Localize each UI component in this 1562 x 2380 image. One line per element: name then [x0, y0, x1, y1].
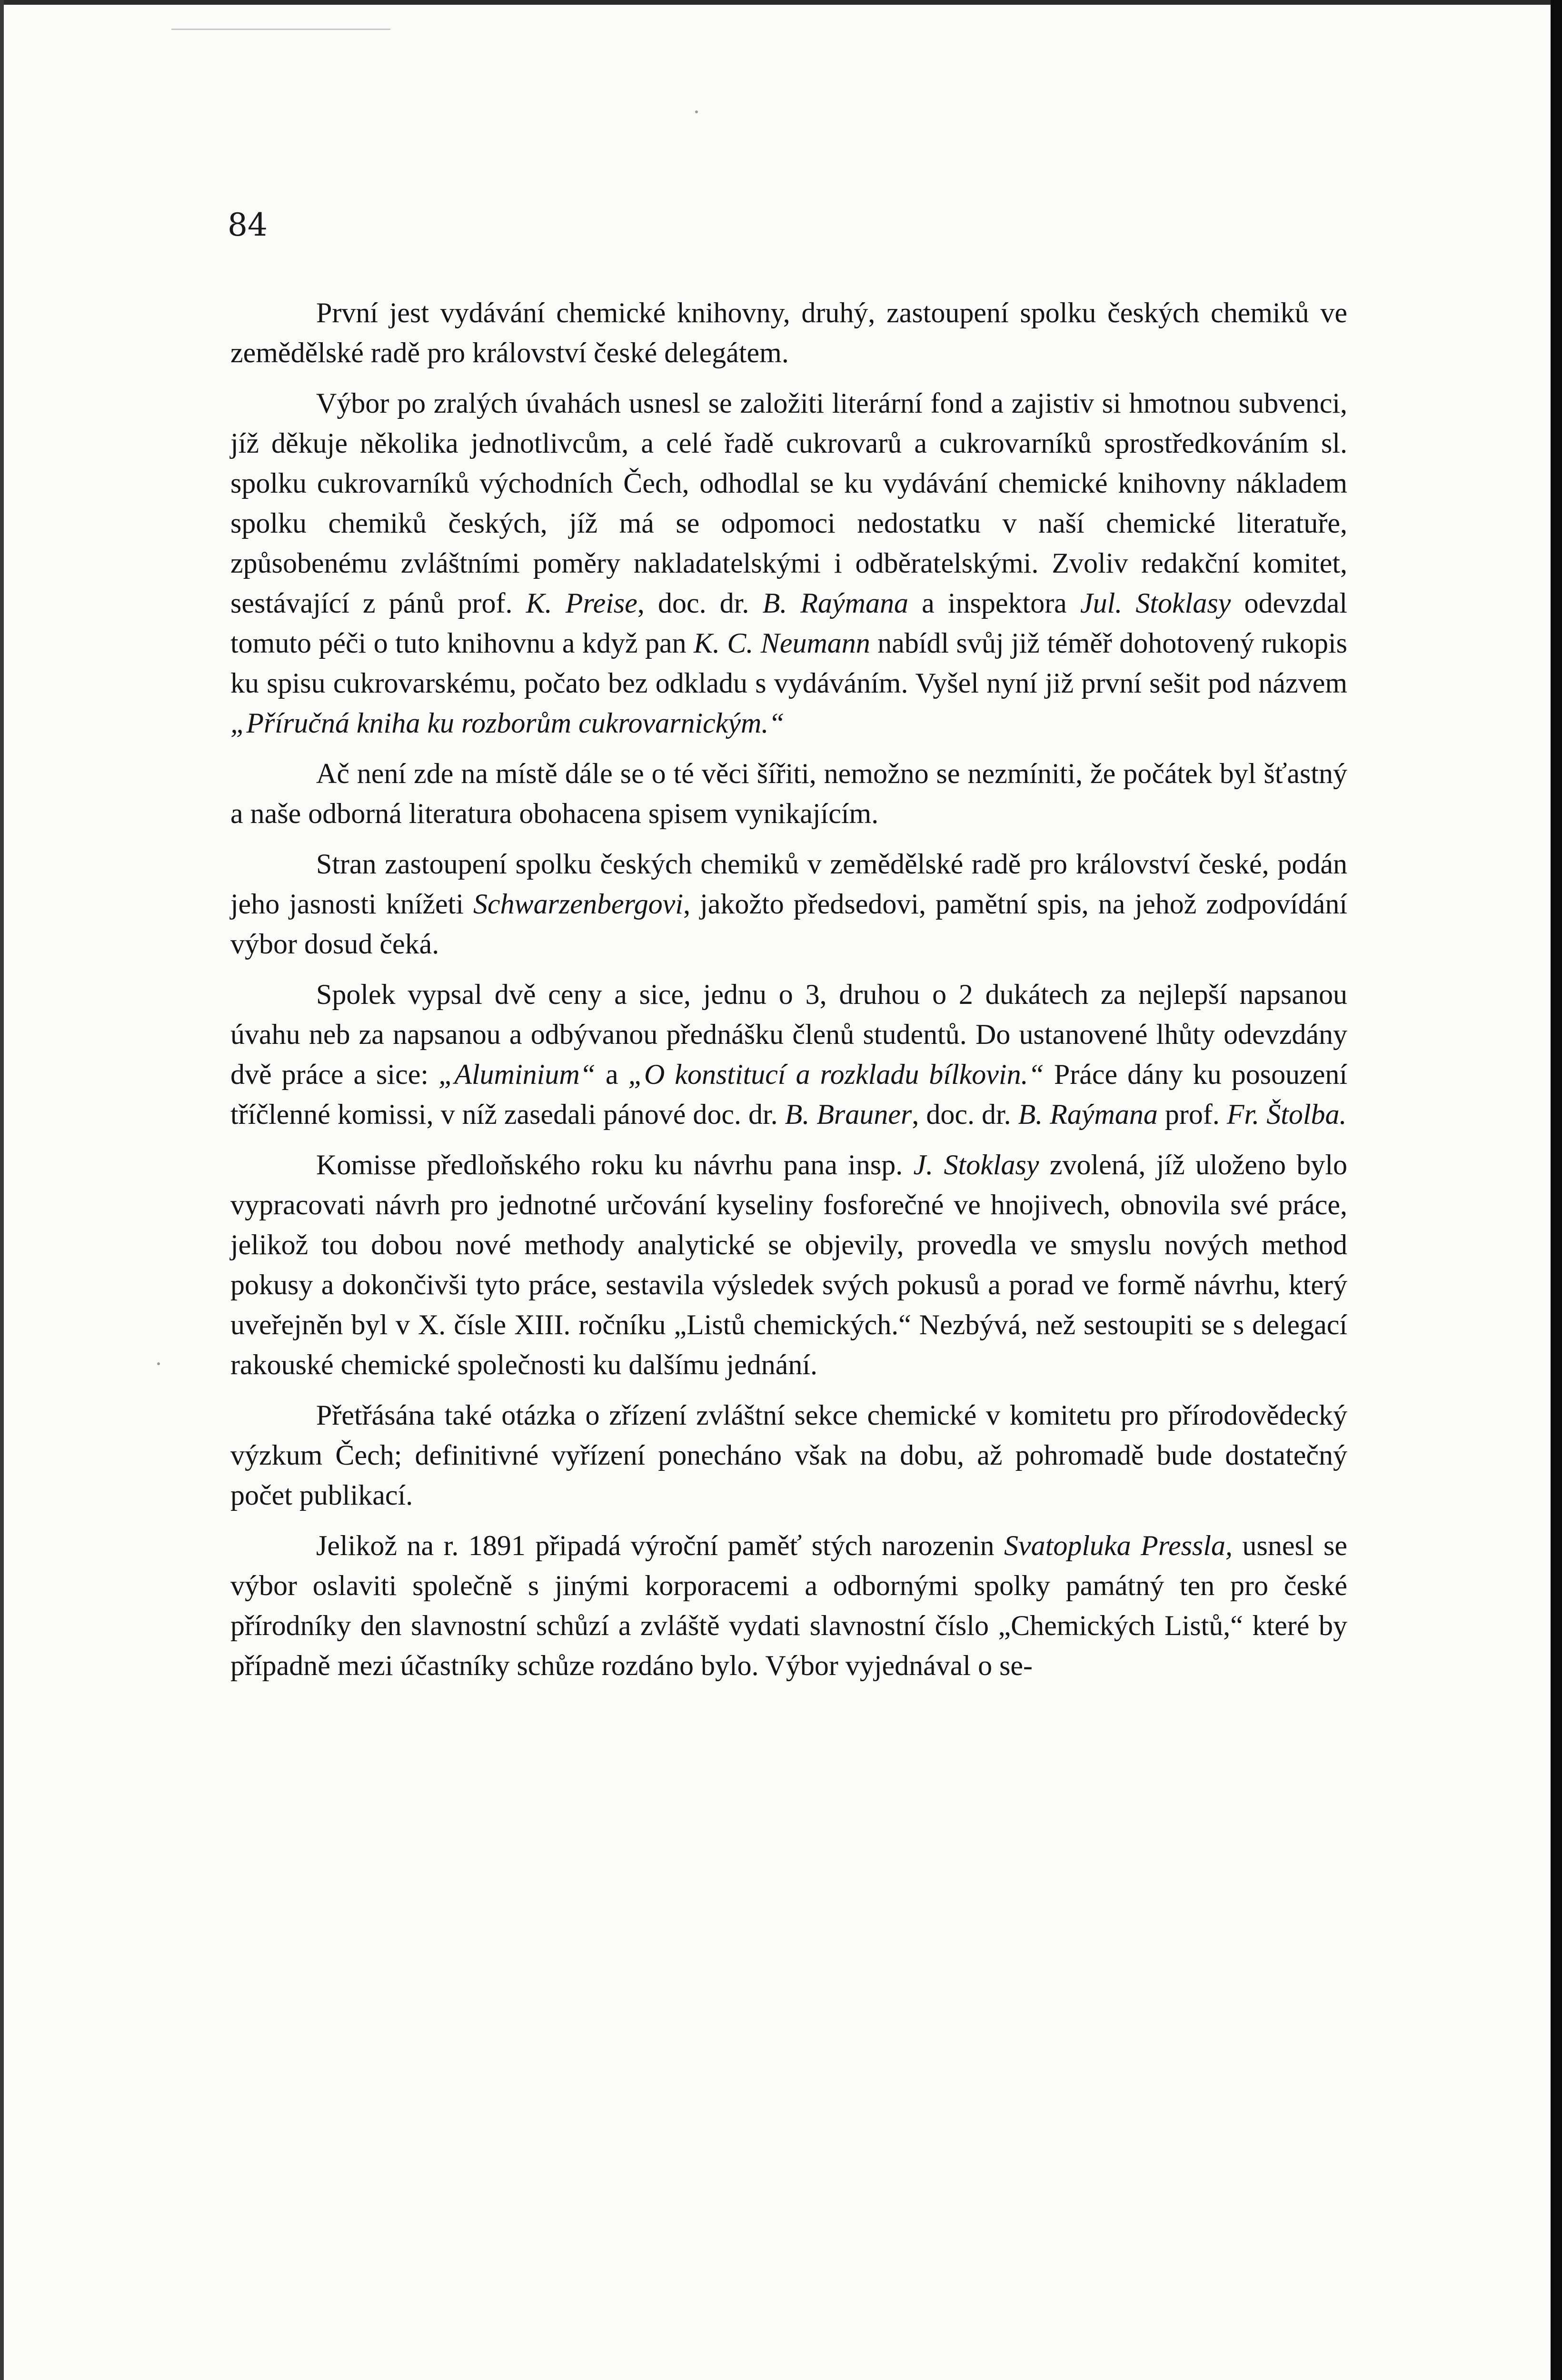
page-number: 84	[228, 207, 268, 243]
text-run: Práce dány ku posouzení tříčlenné komissi, v níž zasedali pánové doc. dr.	[230, 1059, 1348, 1130]
body-text	[230, 293, 1347, 1696]
text-run: , doc. dr.	[637, 587, 763, 619]
italic-run: Jul. Stoklasy	[1080, 587, 1231, 619]
italic-run: B. Raýmana	[762, 587, 908, 619]
italic-run: B. Brauner	[785, 1099, 912, 1130]
paragraph	[230, 1145, 1347, 1385]
dust-speck	[157, 1362, 160, 1365]
italic-run: K. C. Neumann	[693, 627, 870, 659]
text-run: Spolek vypsal dvě ceny a sice, jednu o 3, druhou o 2 dukátech za nejlepší napsanou úvahu neb za napsanou a odbývanou přednášku členů studentů. Do ustanovené lhůty odevzdány dvě práce a sice:	[230, 979, 1347, 1090]
text-run: Jelikož na r. 1891 připadá výroční paměť stých narozenin	[316, 1530, 1005, 1561]
paragraph	[230, 293, 1347, 373]
paragraph	[230, 1395, 1347, 1515]
italic-run: Fr. Štolba.	[1226, 1099, 1347, 1130]
text-run: a	[596, 1059, 628, 1090]
text-run: a inspektora	[908, 587, 1080, 619]
italic-run: Schwarzenbergovi	[473, 888, 684, 920]
text-run: První jest vydávání chemické knihovny, druhý, zastoupení spolku českých chemiků ve zemědělské radě pro království české delegátem.	[230, 297, 1347, 368]
italic-run: J. Stoklasy	[913, 1149, 1039, 1180]
italic-run: „Aluminium“	[438, 1059, 596, 1090]
paper-fold-mark	[171, 29, 390, 30]
paragraph	[230, 844, 1347, 964]
italic-run: Svatopluka Pressla,	[1004, 1530, 1233, 1561]
text-run: usnesl se výbor oslaviti společně s jinými korporacemi a odbornými spolky památný ten pro české přírodníky den slavnostní schůzí a zvláště vydati slavnostní číslo „Chemických Listů,“ které by případně mezi účastníky schůze rozdáno bylo. Výbor vyjednával o se-	[230, 1530, 1348, 1681]
text-run: prof.	[1157, 1099, 1227, 1130]
text-run: , jakožto předsedovi, pamětní spis, na jehož zodpovídání výbor dosud čeká.	[230, 888, 1347, 960]
text-run: zvolená, jíž uloženo bylo vypracovati návrh pro jednotné určování kyseliny fosforečné ve hnojivech, obnovila své práce, jelikož tou dobou nové methody analytické se objevily, provedla ve smyslu nových method pokusy a dokončivši tyto práce, sestavila výsledek svých pokusů a porad ve formě návrhu, který uveřejněn byl v X. čísle XIII. ročníku „Listů chemických.“ Nezbývá, než sestoupiti se s delegací rakouské chemické společnosti ku dalšímu jednání.	[230, 1149, 1347, 1380]
scan-edge-top	[0, 0, 1562, 5]
text-run: Výbor po zralých úvahách usnesl se založiti literární fond a zajistiv si hmotnou subvenci, jíž děkuje několika jednotlivcům, a celé řadě cukrovarů a cukrovarníků sprostředkováním sl. spolku cukrovarníků východních Čech, odhodlal se ku vydávání chemické knihovny nákladem spolku chemiků českých, jíž má se odpomoci nedostatku v naší chemické literatuře, způsobenému zvláštními poměry nakladatelskými i odběratelskými. Zvoliv redakční komitet, sestávající z pánů prof.	[230, 387, 1347, 619]
text-run: odevzdal tomuto péči o tuto knihovnu a když pan	[230, 587, 1348, 659]
italic-run: B. Raýmana	[1018, 1099, 1158, 1130]
scan-edge-right	[1551, 0, 1562, 2380]
text-run: Ač není zde na místě dále se o té věci šířiti, nemožno se nezmíniti, že počátek byl šťastný a naše odborná literatura obohacena spisem vynikajícím.	[230, 758, 1347, 829]
text-run: , doc. dr.	[912, 1099, 1018, 1130]
paragraph	[230, 383, 1347, 743]
italic-run: K. Preise	[526, 587, 637, 619]
text-run: Přetřásána také otázka o zřízení zvláštní sekce chemické v komitetu pro přírodovědecký výzkum Čech; definitivné vyřízení ponecháno však na dobu, až pohromadě bude dostatečný počet publikací.	[230, 1399, 1347, 1511]
dust-speck	[695, 110, 698, 113]
scan-edge-left	[0, 0, 4, 2380]
italic-run: „Příručná kniha ku rozborům cukrovarnickým.“	[230, 707, 785, 739]
text-run: Stran zastoupení spolku českých chemiků v zemědělské radě pro království české, podán jeho jasnosti knížeti	[230, 848, 1347, 920]
paragraph	[230, 754, 1347, 833]
paragraph	[230, 1526, 1347, 1686]
paragraph	[230, 974, 1347, 1134]
text-run: nabídl svůj již téměř dohotovený rukopis ku spisu cukrovarskému, počato bez odkladu s vydáváním. Vyšel nyní již první sešit pod názvem	[230, 627, 1347, 699]
italic-run: „O konstitucí a rozkladu bílkovin.“	[628, 1059, 1044, 1090]
text-run: Komisse předloňského roku ku návrhu pana insp.	[316, 1149, 914, 1180]
